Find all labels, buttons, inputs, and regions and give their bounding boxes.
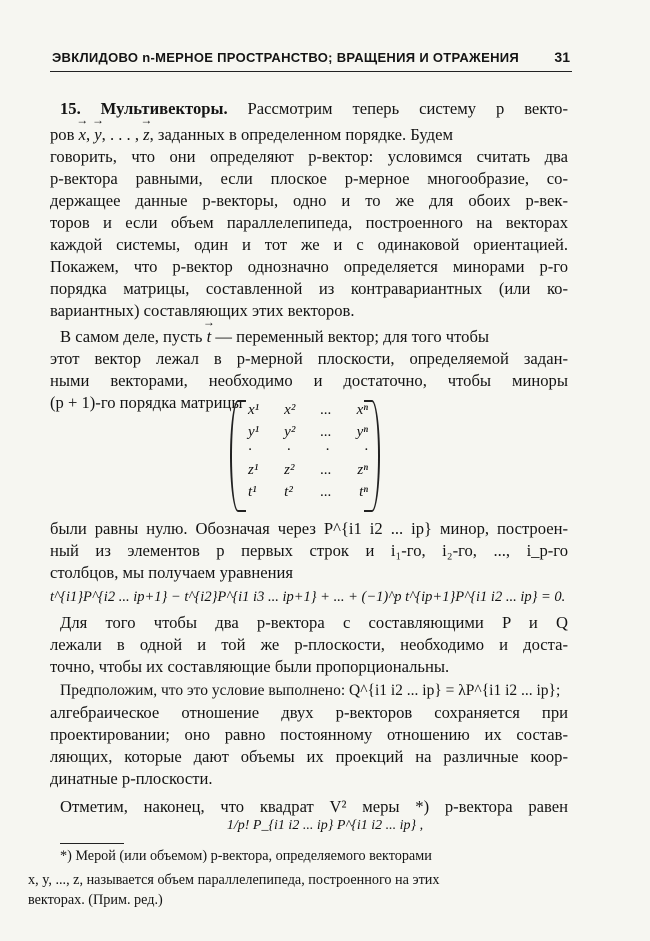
- section-title: Мультивекторы.: [100, 99, 228, 118]
- vector-x: → x: [79, 124, 86, 146]
- page-number: 31: [554, 49, 570, 65]
- footnote-line-3: векторах. (Прим. ред.): [28, 892, 163, 908]
- p5-line-3: проектировании; оно равно постоянному отношению их состав-: [50, 725, 568, 744]
- p1-line-1: [60, 98, 568, 120]
- p5-line-2: алгебраическое отношение двух p-векторов сохраняется при: [50, 703, 568, 722]
- p2-line-2: этот вектор лежал в p-мерной плоскости, определяемой задан-: [50, 349, 568, 368]
- p1-line-8: Покажем, что p-вектор однозначно определяется минорами p-го: [50, 257, 568, 276]
- p3-line-1: были равны нулю. Обозначая через P^{i1 i2 ... ip} минор, построен-: [50, 519, 568, 538]
- p3-line-3: столбцов, мы получаем уравнения: [50, 563, 293, 582]
- p1-line-5: держащее данные p-векторы, одно и то же для обоих p-век-: [50, 191, 568, 210]
- matrix-cell: yⁿ: [356, 424, 368, 440]
- p3-line-2: ный из элементов p первых строк и i₁-го, i₂-го, ..., i_p-го: [50, 541, 568, 560]
- p2-text: — переменный вектор; для того чтобы: [215, 327, 490, 346]
- matrix-row: [248, 484, 368, 501]
- p1-line-4: p-вектора равными, если плоское p-мерное многообразие, со-: [50, 169, 568, 188]
- matrix-cell: y²: [284, 424, 296, 440]
- p5-line-5: динатные p-плоскости.: [50, 769, 213, 788]
- matrix-cell: ...: [320, 484, 332, 500]
- p1-line-2: ров → x, → y, . . . , → z, заданных в определенном порядке. Будем: [50, 124, 568, 146]
- matrix-cell: t²: [284, 484, 293, 500]
- p1-line-9: порядка матрицы, составленной из контравариантных (или ко-: [50, 279, 568, 298]
- matrix-row: [248, 402, 368, 419]
- section-number: 15.: [60, 99, 81, 118]
- matrix-cell: ...: [320, 424, 332, 440]
- matrix-left-paren: [230, 400, 246, 512]
- matrix-cell: ·: [286, 442, 291, 458]
- vector-y: → y: [94, 124, 101, 146]
- p1-text: Рассмотрим теперь систему p векто-: [247, 99, 568, 118]
- matrix: [230, 400, 380, 508]
- vector-t: → t: [207, 326, 212, 348]
- p4-line-3: точно, чтобы их составляющие были пропорциональны.: [50, 657, 450, 676]
- matrix-cell: ...: [320, 462, 332, 478]
- matrix-cell: z¹: [248, 462, 259, 478]
- matrix-cell: t¹: [248, 484, 257, 500]
- matrix-row: [248, 462, 368, 479]
- p2-line-1: [60, 326, 568, 348]
- equation-2: 1/p! P_{i1 i2 ... ip} P^{i1 i2 ... ip} ,: [226, 818, 424, 833]
- footnote-line-1: *) Мерой (или объемом) p-вектора, определяемого векторами: [60, 848, 432, 864]
- matrix-cell: tⁿ: [359, 484, 368, 500]
- p5-line-1: Предположим, что это условие выполнено: Q^{i1 i2 ... ip} = λP^{i1 i2 ... ip};: [60, 682, 561, 699]
- matrix-cell: ·: [248, 442, 252, 458]
- p2-line-4: (p + 1)-го порядка матрицы: [50, 393, 243, 412]
- matrix-row: [248, 424, 368, 441]
- footnote-rule: [60, 843, 124, 844]
- matrix-cell: z²: [284, 462, 295, 478]
- p1-line-3: говорить, что они определяют p-вектор: условимся считать два: [50, 147, 568, 166]
- matrix-cell: ·: [325, 442, 330, 458]
- p2-line-3: ными векторами, необходимо и достаточно, чтобы миноры: [50, 371, 568, 390]
- header-rule: [50, 71, 572, 72]
- p1-line-6: торов и если объем параллелепипеда, построенного на векторах: [50, 213, 568, 232]
- p1-line-10: вариантных) составляющих этих векторов.: [50, 301, 355, 320]
- matrix-cell: x²: [284, 402, 296, 418]
- p1-line-7: каждой системы, один и тот же и с одинаковой ориентацией.: [50, 235, 568, 254]
- matrix-cell: x¹: [248, 402, 260, 418]
- matrix-cell: xⁿ: [356, 402, 368, 418]
- p4-line-2: лежали в одной и той же p-плоскости, необходимо и доста-: [50, 635, 568, 654]
- p1-text: заданных в определенном порядке. Будем: [157, 125, 453, 144]
- p2-prefix: В самом деле, пусть: [60, 327, 203, 346]
- matrix-cell: ...: [320, 402, 332, 418]
- vector-z: → z: [143, 124, 149, 146]
- matrix-row: [248, 442, 368, 459]
- p4-line-1: Для того чтобы два p-вектора с составляющими P и Q: [60, 613, 568, 632]
- matrix-cell: y¹: [248, 424, 260, 440]
- equation-1: t^{i1}P^{i2 ... ip+1} − t^{i2}P^{i1 i3 ... ip+1} + ... + (−1)^p t^{ip+1}P^{i1 i2 ... ip} = 0.: [50, 589, 566, 605]
- running-header: ЭВКЛИДОВО n-МЕРНОЕ ПРОСТРАНСТВО; ВРАЩЕНИЯ И ОТРАЖЕНИЯ: [52, 50, 520, 65]
- p5-line-4: ляющих, которые дают объемы их проекций на различные коор-: [50, 747, 568, 766]
- footnote-line-2: x, y, ..., z, называется объем параллелепипеда, построенного на этих: [28, 872, 440, 888]
- p6-line-1: Отметим, наконец, что квадрат V² меры *) p-вектора равен: [60, 797, 568, 816]
- matrix-cell: zⁿ: [357, 462, 368, 478]
- matrix-cell: ·: [364, 442, 368, 458]
- p1-vectors-prefix: ров: [50, 125, 75, 144]
